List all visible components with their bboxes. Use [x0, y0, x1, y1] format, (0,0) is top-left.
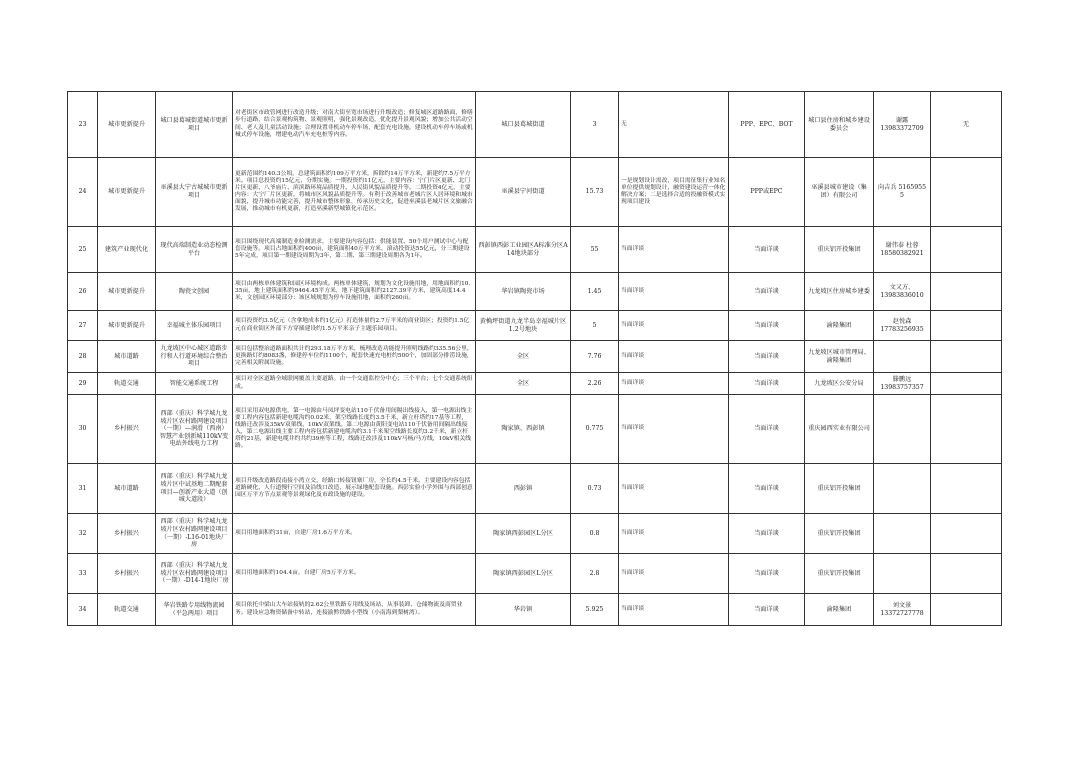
owner-cell: 九龙坡区公安分局	[805, 373, 874, 395]
remark-cell	[931, 464, 1002, 514]
cooperation-mode-cell: 当面详谈	[729, 554, 805, 594]
project-table	[67, 91, 1002, 626]
category-cell: 建筑产业现代化	[98, 227, 156, 273]
project-name-cell: 西部（重庆）科学城九龙坡片区农村路网建设项目（一期）—润滑（西南）智慧产业创新城110kV变电站外线电力工程	[156, 395, 233, 464]
description-cell: 项目用地面积约104.4亩，自建厂房5万平方米。	[233, 554, 476, 594]
description-cell: 项目升级改造路段南接小湾立交，经路口转接钮寨厂房，全长约4.5千米。主要建设内容包括道路硬化、人行道慢行空间及沿线口改造，展示绿地配套设施。西彭实验小学外围与西部创意园区万平方节点景观等景观绿化及市政设施的建设。	[233, 464, 476, 514]
row-number: 32	[68, 514, 98, 554]
cooperation-mode-cell: 当面详谈	[729, 273, 805, 311]
table-row	[68, 373, 1002, 395]
owner-cell: 九龙坡区住房城乡建委	[805, 273, 874, 311]
contact-cell	[874, 554, 931, 594]
table-row	[68, 92, 1002, 158]
cooperation-mode-cell: 当面详谈	[729, 514, 805, 554]
location-cell: 华岩镇陶瓷市场	[476, 273, 571, 311]
location-cell: 巫溪县宁河街道	[476, 158, 571, 227]
owner-cell: 重庆铝开投集团	[805, 514, 874, 554]
owner-cell: 渝隆集团	[805, 311, 874, 341]
row-number: 31	[68, 464, 98, 514]
table-row	[68, 158, 1002, 227]
contact-cell: 文又方、 13983836010	[874, 273, 931, 311]
table-row	[68, 594, 1002, 626]
investment-cell: 0.775	[571, 395, 619, 464]
note-cell: 无	[619, 92, 729, 158]
row-number: 33	[68, 554, 98, 594]
remark-cell	[931, 514, 1002, 554]
remark-cell	[931, 341, 1002, 373]
category-cell: 城市更新提升	[98, 158, 156, 227]
investment-cell: 1.45	[571, 273, 619, 311]
owner-cell: 九龙坡区城市管理局、渝隆集团	[805, 341, 874, 373]
description-cell: 项目包括整治道路面积共计约293.18万平方米，梳理改造功能提升照明线路约335.56公里，更换路灯约8083盏，修建停车位约1100个，配套快速充电桩约500个，加固部分排涝设施，完善相关附属设施。	[233, 341, 476, 373]
category-cell: 轨道交通	[98, 373, 156, 395]
remark-cell	[931, 373, 1002, 395]
remark-cell	[931, 158, 1002, 227]
project-name-cell: 九龙坡区中心城区道路步行和人行道环境综合整治项目	[156, 341, 233, 373]
note-cell: 当面详谈	[619, 594, 729, 626]
cooperation-mode-cell: 当面详谈	[729, 395, 805, 464]
row-number: 25	[68, 227, 98, 273]
project-name-cell: 巫溪县大宁古城城市更新项目	[156, 158, 233, 227]
table-row	[68, 514, 1002, 554]
contact-cell	[874, 395, 931, 464]
contact-cell: 谢露 13983372709	[874, 92, 931, 158]
project-name-cell: 智能交通系统工程	[156, 373, 233, 395]
location-cell: 西彭镇	[476, 464, 571, 514]
table-row	[68, 464, 1002, 514]
owner-cell: 重庆铝开投集团	[805, 464, 874, 514]
cooperation-mode-cell: 当面详谈	[729, 341, 805, 373]
location-cell: 城口县葛城街道	[476, 92, 571, 158]
table-row	[68, 341, 1002, 373]
category-cell: 轨道交通	[98, 594, 156, 626]
project-name-cell: 西部（重庆）科学城九龙坡片区农村路网建设项目（一期）-L16-01地块厂房	[156, 514, 233, 554]
description-cell: 更新范围约140.3公顷，总建筑面积约109万平方米，拆除约14万平方米，新建约7.5万平方米。项目总投资约15亿元，分期实施。一期投资约11亿元，主要内容：宁门片区更新、北门片区更新、八爷庙片、滨滨路环境品质提升、人民街风貌品质提升等。二期投资4亿元，主要内容：大宁厂片区更新，将城市区风貌品质提升等。有利于改善城市老城片区人居环境和城市面貌，提升城市功能完善，提升城市整体形象，传承历史文化，促进巫溪县老城片区文旅融合发展，推动城市有机更新，打造巫溪新型城镇化示范区。	[233, 158, 476, 227]
row-number: 30	[68, 395, 98, 464]
description-cell: 项目围绕现代高端制造业检测需求，主要建设内容包括：供能装置、50个用户测试中心与配套设施等。项目占地面积约400亩，建筑面积40万平方米，滚动投资达55亿元，分三期建设5年完成，项目第一期建设周期为3年，第二期、第三期建设周期各为1年。	[233, 227, 476, 273]
table-row	[68, 227, 1002, 273]
investment-cell: 3	[571, 92, 619, 158]
owner-cell: 重庆园西实业有限公司	[805, 395, 874, 464]
category-cell: 乡村振兴	[98, 554, 156, 594]
contact-cell	[874, 464, 931, 514]
project-name-cell: 西部（重庆）科学城九龙坡片区农村路网建设项目（一期）-D14-1地块厂房	[156, 554, 233, 594]
row-number: 27	[68, 311, 98, 341]
row-number: 34	[68, 594, 98, 626]
location-cell: 陶家镇西彭园区L分区	[476, 554, 571, 594]
contact-cell: 谢伟泰 杜蓉 18580382921	[874, 227, 931, 273]
investment-cell: 2.8	[571, 554, 619, 594]
note-cell: 当面详谈	[619, 341, 729, 373]
owner-cell: 渝隆集团	[805, 594, 874, 626]
location-cell: 陶家镇西彭园区L分区	[476, 514, 571, 554]
note-cell: 当面详谈	[619, 373, 729, 395]
cooperation-mode-cell: 当面详谈	[729, 594, 805, 626]
row-number: 29	[68, 373, 98, 395]
cooperation-mode-cell: 当面详谈	[729, 311, 805, 341]
category-cell: 城市更新提升	[98, 92, 156, 158]
project-name-cell: 城口县葛城街道城市更新项目	[156, 92, 233, 158]
remark-cell	[931, 273, 1002, 311]
category-cell: 城市更新提升	[98, 311, 156, 341]
owner-cell: 重庆铝开投集团	[805, 227, 874, 273]
investment-cell: 0.8	[571, 514, 619, 554]
location-cell: 全区	[476, 373, 571, 395]
table-row	[68, 273, 1002, 311]
table-row	[68, 395, 1002, 464]
location-cell: 华岩镇	[476, 594, 571, 626]
project-name-cell: 幸福城主体乐园项目	[156, 311, 233, 341]
row-number: 26	[68, 273, 98, 311]
remark-cell	[931, 395, 1002, 464]
investment-cell: 55	[571, 227, 619, 273]
table-row	[68, 554, 1002, 594]
remark-cell	[931, 227, 1002, 273]
category-cell: 城市道路	[98, 341, 156, 373]
project-name-cell: 华岩铁路专用线物流园（平急两用）项目	[156, 594, 233, 626]
note-cell: 一是规划设计需改，项目需征集行业知名单位提供规划设计，融资建设运营一体化解决方案；二是选择合适的投融资模式实现项目建设	[619, 158, 729, 227]
cooperation-mode-cell: 当面详谈	[729, 227, 805, 273]
project-name-cell: 西部（重庆）科学城九龙坡片区中试基地二期配套项目—创新产业大道（创城大道段）	[156, 464, 233, 514]
contact-cell	[874, 341, 931, 373]
remark-cell: 无	[931, 92, 1002, 158]
note-cell: 当面详谈	[619, 514, 729, 554]
investment-cell: 5	[571, 311, 619, 341]
project-name-cell: 现代高端制造业动态检测平台	[156, 227, 233, 273]
remark-cell	[931, 594, 1002, 626]
note-cell: 当面详谈	[619, 464, 729, 514]
description-cell: 项目对全区道路全域联网覆盖主要道路。由一个交通监控分中心；三个平台；七个交通系统组成。	[233, 373, 476, 395]
description-cell: 对老街区市政管网进行改造升级；对南大街至宽市场进行升级改造；修复城区道路路面，修缮步行道路，结合景观构筑物、景观照明，强化景观改造，优化提升景观风貌；增加公共活动空间、老人及儿童活动设施；合理设置非机动车停车场，配套充电设施。建设机动车停车场或机械式停车设施，增建电动汽车充电桩等内容。	[233, 92, 476, 158]
contact-cell: 刘文景 13372727778	[874, 594, 931, 626]
note-cell: 当面详谈	[619, 227, 729, 273]
note-cell: 当面详谈	[619, 395, 729, 464]
owner-cell: 重庆铝开投集团	[805, 554, 874, 594]
contact-cell	[874, 514, 931, 554]
description-cell: 项目由两栋单体建筑和园区环境构成。两栋单体建筑，规划为文化设施用地，用地面积约10.35亩，地上建筑面积约9464.45平方米，地下建筑面积约2127.39平方米，建筑高度14.4米，文创园区环境部分：该区域规划为停车设施用地，面积约260亩。	[233, 273, 476, 311]
category-cell: 乡村振兴	[98, 395, 156, 464]
owner-cell: 巫溪县城市建设（集团）有限公司	[805, 158, 874, 227]
category-cell: 城市道路	[98, 464, 156, 514]
row-number: 24	[68, 158, 98, 227]
table-row	[68, 311, 1002, 341]
note-cell: 当面详谈	[619, 273, 729, 311]
investment-cell: 2.26	[571, 373, 619, 395]
row-number: 28	[68, 341, 98, 373]
cooperation-mode-cell: 当面详谈	[729, 373, 805, 395]
contact-cell: 滕鹏远 13983757357	[874, 373, 931, 395]
remark-cell	[931, 554, 1002, 594]
cooperation-mode-cell: 当面详谈	[729, 464, 805, 514]
investment-cell: 15.73	[571, 158, 619, 227]
cooperation-mode-cell: PPP、EPC、BOT	[729, 92, 805, 158]
note-cell: 当面详谈	[619, 554, 729, 594]
remark-cell	[931, 311, 1002, 341]
description-cell: 项目依托中梁山大车站接轨的2.62公里铁路专用线及场站，从事装卸、仓储物流及商贸业务。建设应急物资储备中转站，连接渝黔铁路小型线（小南海到梨树湾）。	[233, 594, 476, 626]
location-cell: 黄桷坪街道九龙半岛幸福城片区1.2号地块	[476, 311, 571, 341]
category-cell: 城市更新提升	[98, 273, 156, 311]
description-cell: 项目投资约3.5亿元（含拿地成本约1亿元）打造体量约2.7万平米的商业街区；投资约1.5亿元在商业街区外部下方穿插建设约1.5万平米亲子主题乐园项目。	[233, 311, 476, 341]
investment-cell: 7.76	[571, 341, 619, 373]
row-number: 23	[68, 92, 98, 158]
owner-cell: 城口县住房和城乡建设委员会	[805, 92, 874, 158]
category-cell: 乡村振兴	[98, 514, 156, 554]
cooperation-mode-cell: PPP或EPC	[729, 158, 805, 227]
investment-cell: 5.925	[571, 594, 619, 626]
contact-cell: 向吉兵 51659555	[874, 158, 931, 227]
description-cell: 项目采用双电源供电，第一电源由马凤坪变电站110千伏备用间隔出线接入，第一电源出线主要工程内容包括新建电缆沟约0.02米，架空线路长度约3.5千米，新立杆塔约17基等工程，线路迁改涉及35kV双架线，10kV双架线。第二电源由黄阳变电站110千伏备用间隔出线接入，第二电源出线主要工程内容包括新建电缆沟约3.1千米架空线路长度约3.2千米，新立杆塔约21基，新建电缆井约共约39座等工程，线路迁改涉及110kV马杨/马方线，10kV相关线路。	[233, 395, 476, 464]
project-name-cell: 陶瓷文创园	[156, 273, 233, 311]
description-cell: 项目用地面积约31亩，自建厂房1.6万平方米。	[233, 514, 476, 554]
investment-cell: 0.73	[571, 464, 619, 514]
location-cell: 陶家镇、西彭镇	[476, 395, 571, 464]
contact-cell: 赵悦森 17783256935	[874, 311, 931, 341]
location-cell: 西彭镇西彭工业园区A标准分区A14地块部分	[476, 227, 571, 273]
location-cell: 全区	[476, 341, 571, 373]
note-cell: 当面详谈	[619, 311, 729, 341]
